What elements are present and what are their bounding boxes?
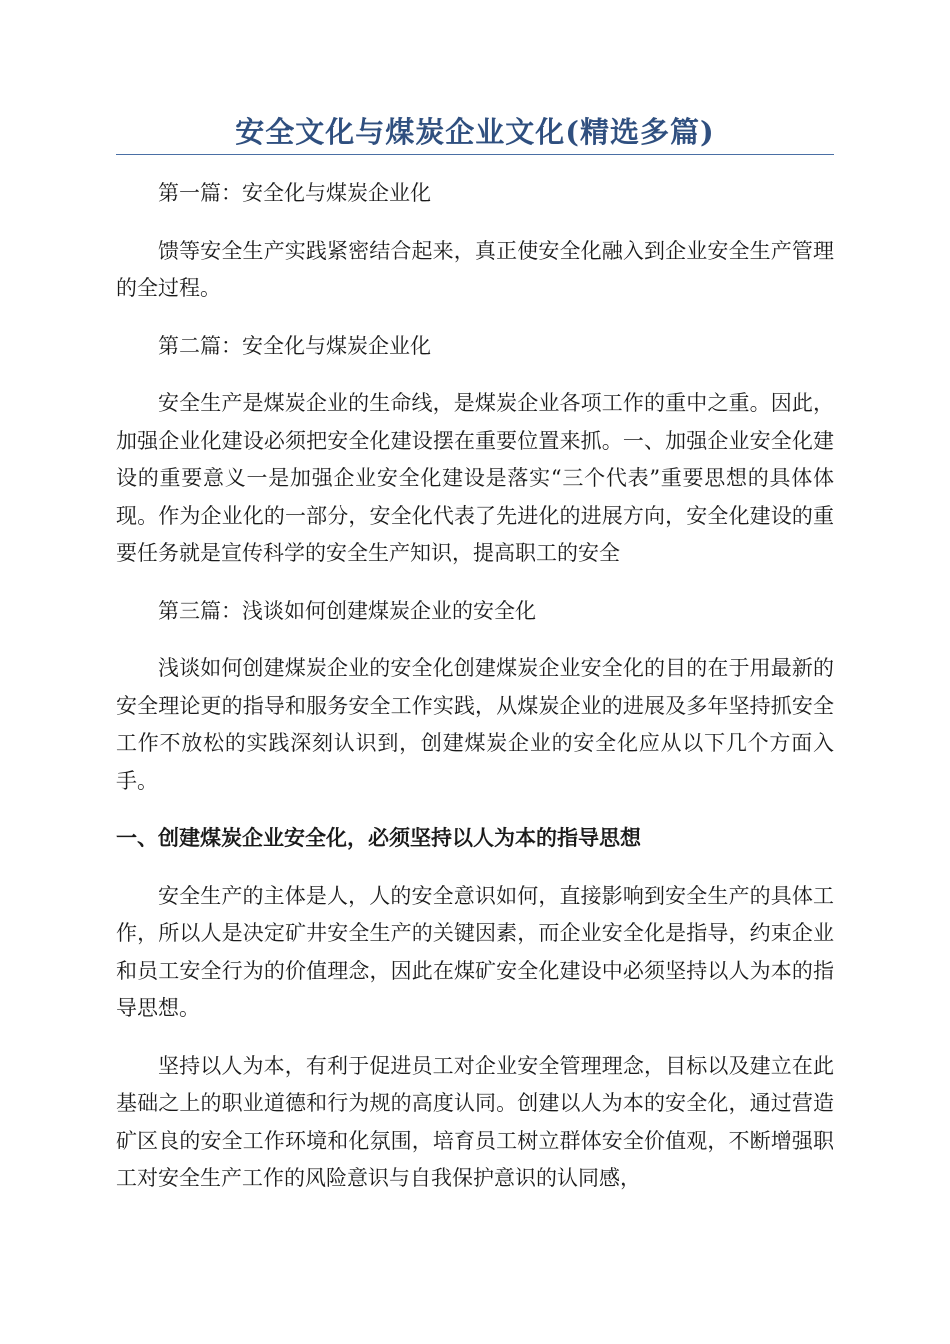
section-3-title: 第三篇：浅谈如何创建煤炭企业的安全化 (158, 598, 536, 623)
section-2-body: 安全生产是煤炭企业的生命线，是煤炭企业各项工作的重中之重。因此，加强企业化建设必须把安全化建设摆在重要位置来抓。一、加强企业安全化建设的重要意义一是加强企业安全化建设是落实“三个代表”重要思想的具体体现。作为企业化的一部分，安全化代表了先进化的进展方向，安全化建设的重要任务就是宣传科学的安全生产知识，提高职工的安全 (116, 391, 834, 565)
subheading-one-body-1: 安全生产的主体是人，人的安全意识如何，直接影响到安全生产的具体工作，所以人是决定矿井安全生产的关键因素，而企业安全化是指导，约束企业和员工安全行为的价值理念，因此在煤矿安全化建设中必须坚持以人为本的指导思想。 (116, 883, 834, 1020)
section-3-body: 浅谈如何创建煤炭企业的安全化创建煤炭企业安全化的目的在于用最新的安全理论更的指导和服务安全工作实践，从煤炭企业的进展及多年坚持抓安全工作不放松的实践深刻认识到，创建煤炭企业的安全化应从以下几个方面入手。 (116, 656, 834, 793)
section-2-title: 第二篇：安全化与煤炭企业化 (158, 333, 431, 358)
section-1-title: 第一篇：安全化与煤炭企业化 (158, 181, 431, 205)
subheading-one: 一、创建煤炭企业安全化，必须坚持以人为本的指导思想 (116, 826, 641, 850)
section-1-body: 馈等安全生产实践紧密结合起来，真正使安全化融入到企业安全生产管理的全过程。 (116, 238, 834, 300)
subheading-one-body-2: 坚持以人为本，有利于促进员工对企业安全管理理念，目标以及建立在此基础之上的职业道德和行为规的高度认同。创建以人为本的安全化，通过营造矿区良的安全工作环境和化氛围，培育员工树立群体安全价值观，不断增强职工对安全生产工作的风险意识与自我保护意识的认同感， (116, 1053, 834, 1190)
document-page (116, 112, 834, 1198)
document-title: 安全文化与煤炭企业文化(精选多篇) (116, 112, 834, 155)
